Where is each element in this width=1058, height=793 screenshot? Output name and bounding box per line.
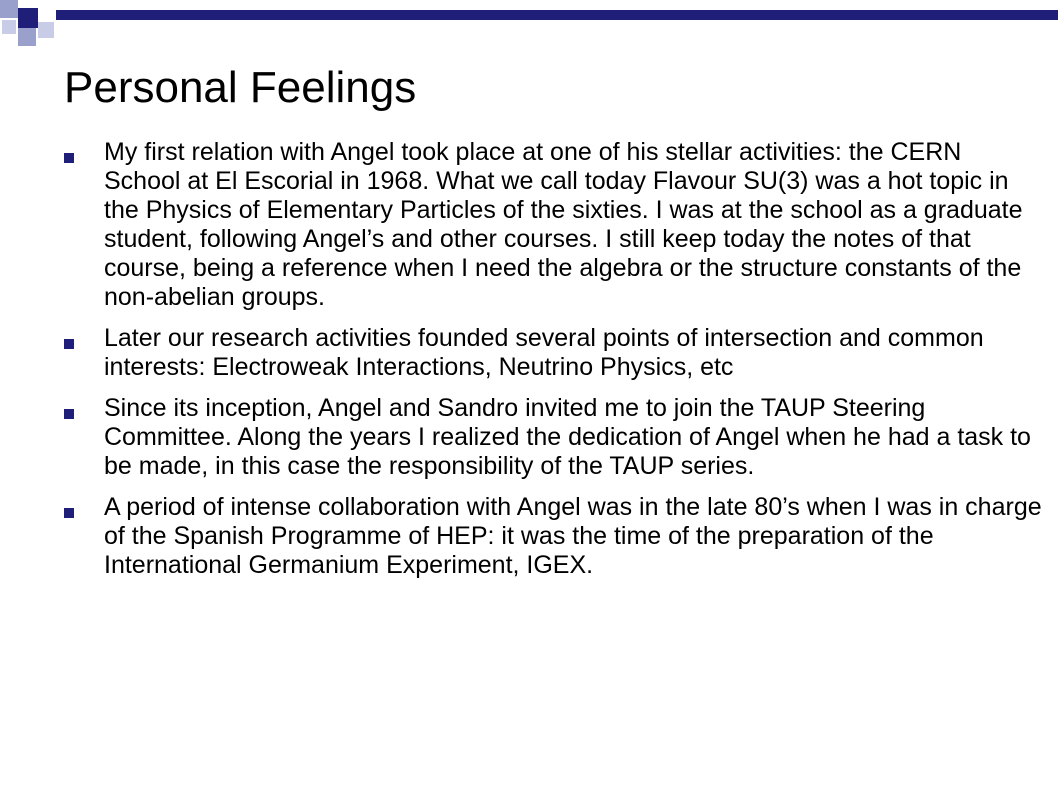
- deco-square-3: [38, 0, 56, 18]
- square-bullet-icon: [64, 409, 74, 419]
- bullet-item: [62, 324, 1042, 382]
- bullet-text: Since its inception, Angel and Sandro invited me to join the TAUP Steering Committee. Along the years I realized the dedication of Angel when he had a task to be made, in this case the responsibility of the TAUP series.: [104, 394, 1031, 480]
- deco-square-5: [38, 22, 54, 38]
- square-bullet-icon: [64, 153, 74, 163]
- bullet-list: [62, 138, 1042, 592]
- square-bullet-icon: [64, 508, 74, 518]
- bullet-text: My first relation with Angel took place at one of his stellar activities: the CERN School at El Escorial in 1968. What we call today Flavour SU(3) was a hot topic in the Physics of Elementary Particles of the sixties. I was at the school as a graduate student, following Angel’s and other courses. I still keep today the notes of that course, being a reference when I need the algebra or the structure constants of the non-abelian groups.: [104, 138, 1023, 311]
- square-bullet-icon: [64, 339, 74, 349]
- bullet-item: [62, 493, 1042, 580]
- deco-square-2: [18, 8, 38, 28]
- bullet-item: [62, 394, 1042, 481]
- deco-square-4: [18, 28, 36, 46]
- deco-square-6: [2, 20, 16, 34]
- bullet-text: A period of intense collaboration with Angel was in the late 80’s when I was in charge of the Spanish Programme of HEP: it was the time of the preparation of the International Germanium Experiment, IGEX.: [104, 493, 1042, 579]
- deco-square-1: [0, 0, 18, 18]
- decorative-squares: [0, 0, 1058, 60]
- bullet-item: [62, 138, 1042, 312]
- title-bar-stripe: [56, 10, 1058, 20]
- slide-title: Personal Feelings: [64, 63, 417, 112]
- bullet-text: Later our research activities founded several points of intersection and common interests: Electroweak Interactions, Neutrino Physics, etc: [104, 324, 984, 381]
